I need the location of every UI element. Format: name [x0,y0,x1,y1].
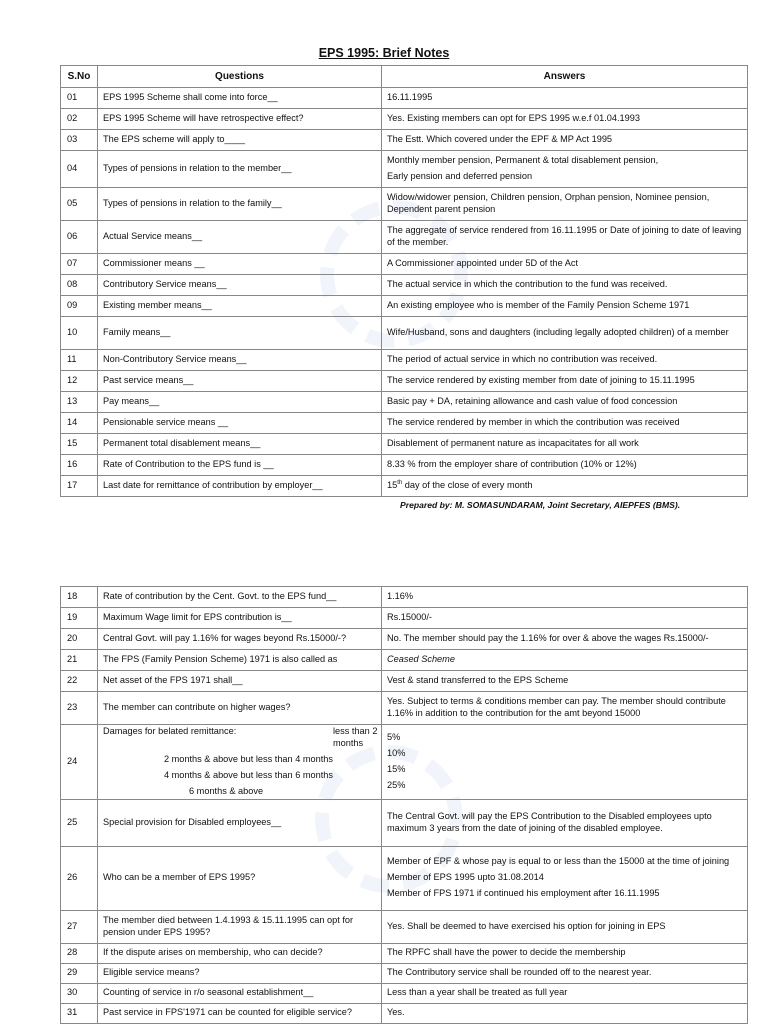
table-row [61,943,748,963]
answer-cell: Basic pay + DA, retaining allowance and cash value of food concession [382,392,748,413]
answer-cell: A Commissioner appointed under 5D of the Act [382,254,748,275]
question-cell: Past service means__ [98,371,382,392]
damages-rate: 25% [387,779,406,790]
row-number: 29 [61,963,98,983]
answer-cell: The service rendered by member in which the contribution was received [382,413,748,434]
answer-cell: The Central Govt. will pay the EPS Contribution to the Disabled employees upto maximum 3 years from the date of joining of the disabled employee. [382,799,748,846]
question-cell: The member died between 1.4.1993 & 15.11.1995 can opt for pension under EPS 1995? [98,910,382,943]
row-number: 18 [61,587,98,608]
answer-cell: Wife/Husband, sons and daughters (including legally adopted children) of a member [382,317,748,350]
row-number: 17 [61,476,98,497]
row-number: 26 [61,846,98,910]
damages-period: less than 2 months [333,726,378,748]
table-row [61,151,748,188]
answer-line: Early pension and deferred pension [387,171,533,181]
answer-cell: Disablement of permanent nature as incapacitates for all work [382,434,748,455]
question-cell: Maximum Wage limit for EPS contribution is__ [98,608,382,629]
answer-line: Member of EPS 1995 upto 31.08.2014 [387,872,544,883]
answer-line: Member of FPS 1971 if continued his employment after 16.11.1995 [387,888,660,899]
row-number: 25 [61,799,98,846]
damages-period: 2 months & above but less than 4 months [163,753,333,764]
question-cell: Pay means__ [98,392,382,413]
question-cell: The member can contribute on higher wages? [98,692,382,725]
question-cell: Non-Contributory Service means__ [98,350,382,371]
row-number: 10 [61,317,98,350]
question-cell: Family means__ [98,317,382,350]
damages-period: 6 months & above [189,785,264,796]
question-cell: Types of pensions in relation to the family__ [98,188,382,221]
answer-cell: 16.11.1995 [382,88,748,109]
table-row [61,275,748,296]
table-row [61,629,748,650]
answer-cell [382,846,748,910]
question-cell: Who can be a member of EPS 1995? [98,846,382,910]
question-cell: Pensionable service means __ [98,413,382,434]
row-number: 06 [61,221,98,254]
answer-cell: Yes. Existing members can opt for EPS 1995 w.e.f 01.04.1993 [382,109,748,130]
answer-text: day of the close of every month [402,480,533,491]
table-row [61,671,748,692]
answer-cell: Yes. [382,1003,748,1023]
question-cell: Last date for remittance of contribution by employer__ [98,476,382,497]
answer-cell: Rs.15000/- [382,608,748,629]
table-row [61,188,748,221]
table-row [61,130,748,151]
notes-table-part2 [60,586,748,1024]
notes-table-part1 [60,65,748,497]
damages-grid [103,726,376,798]
question-cell: Types of pensions in relation to the member__ [98,151,382,188]
question-cell: The FPS (Family Pension Scheme) 1971 is also called as [98,650,382,671]
row-number: 14 [61,413,98,434]
row-number: 24 [61,725,98,800]
answer-cell: Ceased Scheme [382,650,748,671]
row-number: 15 [61,434,98,455]
header-answers: Answers [382,66,748,88]
row-number: 09 [61,296,98,317]
row-number: 19 [61,608,98,629]
table-row [61,392,748,413]
ordinal-suffix: th [397,479,403,486]
answer-cell: The service rendered by existing member from date of joining to 15.11.1995 [382,371,748,392]
table-row [61,846,748,910]
question-cell: If the dispute arises on membership, who can decide? [98,943,382,963]
answer-cell: No. The member should pay the 1.16% for over & above the wages Rs.15000/- [382,629,748,650]
question-cell: EPS 1995 Scheme will have retrospective effect? [98,109,382,130]
row-number: 07 [61,254,98,275]
answer-cell: Widow/widower pension, Children pension, Orphan pension, Nominee pension, Dependent parent pension [382,188,748,221]
row-number: 13 [61,392,98,413]
row-number: 08 [61,275,98,296]
damages-rate: 15% [387,763,406,774]
day-number: 15 [387,480,398,491]
table-row [61,983,748,1003]
table-row [61,434,748,455]
answer-cell: Vest & stand transferred to the EPS Scheme [382,671,748,692]
row-number: 04 [61,151,98,188]
question-cell: Commissioner means __ [98,254,382,275]
answer-cell: The RPFC shall have the power to decide the membership [382,943,748,963]
row-number: 21 [61,650,98,671]
table-row [61,371,748,392]
damages-heading: Damages for belated remittance: [103,726,237,736]
answer-cell: The actual service in which the contribution to the fund was received. [382,275,748,296]
table-row [61,221,748,254]
row-number: 31 [61,1003,98,1023]
row-number: 05 [61,188,98,221]
answer-cell: An existing employee who is member of the Family Pension Scheme 1971 [382,296,748,317]
question-cell: EPS 1995 Scheme shall come into force__ [98,88,382,109]
question-cell: Special provision for Disabled employees__ [98,799,382,846]
table-row [61,799,748,846]
table-row [61,109,748,130]
damages-period: 4 months & above but less than 6 months [163,769,333,780]
row-number: 16 [61,455,98,476]
answer-cell: Less than a year shall be treated as full year [382,983,748,1003]
answer-line: Monthly member pension, Permanent & total disablement pension, [387,155,659,166]
page-title: EPS 1995: Brief Notes [318,46,450,60]
table-row [61,692,748,725]
table-row [61,650,748,671]
answer-cell: The Contributory service shall be rounded off to the nearest year. [382,963,748,983]
table-header-row [61,66,748,88]
question-cell [98,725,382,800]
answer-cell [382,476,748,497]
question-cell: Eligible service means? [98,963,382,983]
table-row [61,296,748,317]
question-cell: Rate of Contribution to the EPS fund is __ [98,455,382,476]
table-row [61,608,748,629]
prepared-by-credit: Prepared by: M. SOMASUNDARAM, Joint Secretary, AIEPFES (BMS). [400,500,681,510]
answer-cell: 8.33 % from the employer share of contribution (10% or 12%) [382,455,748,476]
row-number: 23 [61,692,98,725]
row-number: 28 [61,943,98,963]
answer-cell: 1.16% [382,587,748,608]
table-row [61,413,748,434]
question-cell: The EPS scheme will apply to____ [98,130,382,151]
row-number: 20 [61,629,98,650]
header-questions: Questions [98,66,382,88]
question-cell: Counting of service in r/o seasonal establishment__ [98,983,382,1003]
damages-rate: 10% [387,747,406,758]
question-cell: Permanent total disablement means__ [98,434,382,455]
answer-cell: The period of actual service in which no contribution was received. [382,350,748,371]
table-row [61,963,748,983]
table-row [61,350,748,371]
table-row [61,455,748,476]
row-number: 11 [61,350,98,371]
table-row [61,910,748,943]
table-row [61,476,748,497]
table-row [61,1003,748,1023]
table-row [61,317,748,350]
table-row [61,88,748,109]
row-number: 12 [61,371,98,392]
table-row [61,254,748,275]
table-row [61,587,748,608]
row-number: 01 [61,88,98,109]
answer-cell [382,725,748,800]
row-number: 27 [61,910,98,943]
question-cell: Past service in FPS'1971 can be counted for eligible service? [98,1003,382,1023]
answer-cell: Yes. Shall be deemed to have exercised his option for joining in EPS [382,910,748,943]
row-number: 30 [61,983,98,1003]
table-row [61,725,748,800]
header-sno: S.No [61,66,98,88]
answer-line: Member of EPF & whose pay is equal to or less than the 15000 at the time of joining [387,856,730,867]
answer-cell [382,151,748,188]
answer-cell: The aggregate of service rendered from 16.11.1995 or Date of joining to date of leaving of the member. [382,221,748,254]
question-cell: Central Govt. will pay 1.16% for wages beyond Rs.15000/-? [98,629,382,650]
row-number: 22 [61,671,98,692]
row-number: 02 [61,109,98,130]
answer-cell: Yes. Subject to terms & conditions member can pay. The member should contribute 1.16% in addition to the contribution for the amt beyond 15000 [382,692,748,725]
row-number: 03 [61,130,98,151]
damages-rate: 5% [387,731,401,742]
question-cell: Existing member means__ [98,296,382,317]
question-cell: Net asset of the FPS 1971 shall__ [98,671,382,692]
question-cell: Rate of contribution by the Cent. Govt. to the EPS fund__ [98,587,382,608]
question-cell: Actual Service means__ [98,221,382,254]
question-cell: Contributory Service means__ [98,275,382,296]
answer-cell: The Estt. Which covered under the EPF & MP Act 1995 [382,130,748,151]
